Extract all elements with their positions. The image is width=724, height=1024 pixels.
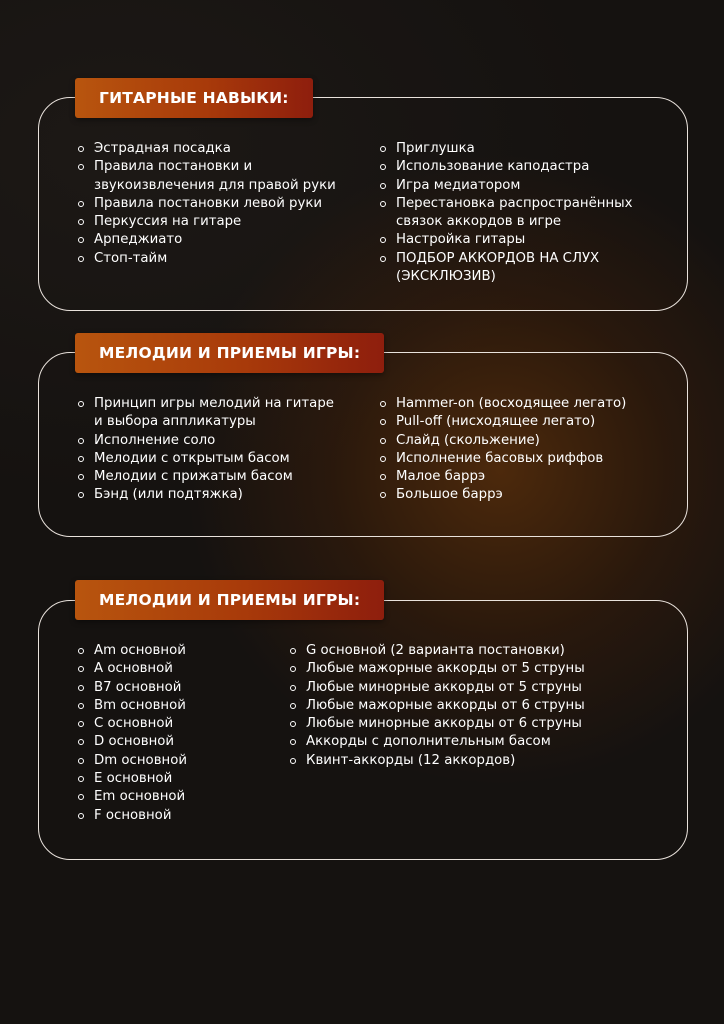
section-title-chords: МЕЛОДИИ И ПРИЕМЫ ИГРЫ: xyxy=(75,580,384,620)
circle-bullet-icon xyxy=(380,474,386,480)
circle-bullet-icon xyxy=(380,237,386,243)
list-item xyxy=(380,432,626,450)
circle-bullet-icon xyxy=(78,666,84,672)
circle-bullet-icon xyxy=(78,758,84,764)
list-item-text: Использование каподастра xyxy=(396,159,590,175)
list-item xyxy=(380,250,633,287)
circle-bullet-icon xyxy=(78,438,84,444)
list-item-text: F основной xyxy=(94,807,172,823)
list-item-text: Исполнение басовых риффов xyxy=(396,450,604,466)
list-item xyxy=(78,231,336,249)
list-item xyxy=(78,450,334,468)
list-item-text: Dm основной xyxy=(94,752,188,768)
circle-bullet-icon xyxy=(78,401,84,407)
list-item-text: Настройка гитары xyxy=(396,232,526,248)
list-item-text: Аккорды с дополнительным басом xyxy=(306,734,551,750)
list-item-text: Pull-off (нисходящее легато) xyxy=(396,414,596,430)
list-item-text: Любые минорные аккорды от 5 струны xyxy=(306,679,582,695)
list-item-text: Слайд (скольжение) xyxy=(396,432,540,448)
list-item xyxy=(380,486,626,504)
guitar-skills-left-list xyxy=(78,140,336,268)
list-item xyxy=(380,140,633,158)
circle-bullet-icon xyxy=(78,739,84,745)
list-item-text: Мелодии с прижатым басом xyxy=(94,469,293,485)
list-item-text: Hammer-on (восходящее легато) xyxy=(396,396,627,411)
list-item-text: E основной xyxy=(94,771,173,787)
list-item xyxy=(78,770,187,788)
circle-bullet-icon xyxy=(78,164,84,170)
list-item xyxy=(78,250,336,268)
list-item xyxy=(78,195,336,213)
circle-bullet-icon xyxy=(380,438,386,444)
list-item-text: G основной (2 варианта постановки) xyxy=(306,643,565,658)
circle-bullet-icon xyxy=(78,794,84,800)
circle-bullet-icon xyxy=(290,739,296,745)
list-item xyxy=(380,177,633,195)
list-item-text: Исполнение соло xyxy=(94,432,216,448)
list-item-text: Правила постановки и звукоизвлечения для правой руки xyxy=(94,159,336,193)
list-item-text: Мелодии с открытым басом xyxy=(94,450,290,466)
list-item xyxy=(290,697,585,715)
circle-bullet-icon xyxy=(78,219,84,225)
list-item xyxy=(78,213,336,231)
list-item xyxy=(78,697,187,715)
list-item xyxy=(78,486,334,504)
list-item xyxy=(380,468,626,486)
list-item xyxy=(78,432,334,450)
circle-bullet-icon xyxy=(78,648,84,654)
circle-bullet-icon xyxy=(380,256,386,262)
list-item-text: Приглушка xyxy=(396,141,475,156)
list-item-text: Большое баррэ xyxy=(396,487,503,503)
list-item xyxy=(78,715,187,733)
list-item xyxy=(78,140,336,158)
circle-bullet-icon xyxy=(78,256,84,262)
list-item xyxy=(78,679,187,697)
guitar-skills-right-list xyxy=(380,140,633,286)
chords-left-list xyxy=(78,642,187,825)
list-item xyxy=(290,715,585,733)
chords-right-list xyxy=(290,642,585,770)
list-item xyxy=(78,395,334,432)
list-item-text: Арпеджиато xyxy=(94,232,183,248)
circle-bullet-icon xyxy=(78,703,84,709)
list-item-text: C основной xyxy=(94,716,174,732)
circle-bullet-icon xyxy=(380,492,386,498)
list-item-text: Правила постановки левой руки xyxy=(94,195,323,211)
circle-bullet-icon xyxy=(380,419,386,425)
list-item-text: Em основной xyxy=(94,789,186,805)
list-item xyxy=(78,642,187,660)
circle-bullet-icon xyxy=(380,146,386,152)
melodies-left-list xyxy=(78,395,334,505)
list-item-text: Bm основной xyxy=(94,697,186,713)
circle-bullet-icon xyxy=(290,758,296,764)
list-item xyxy=(380,450,626,468)
section-title-melodies: МЕЛОДИИ И ПРИЕМЫ ИГРЫ: xyxy=(75,333,384,373)
circle-bullet-icon xyxy=(78,456,84,462)
circle-bullet-icon xyxy=(380,183,386,189)
circle-bullet-icon xyxy=(78,721,84,727)
list-item-text: D основной xyxy=(94,734,175,750)
list-item xyxy=(290,642,585,660)
circle-bullet-icon xyxy=(290,648,296,654)
list-item xyxy=(78,788,187,806)
list-item-text: Любые мажорные аккорды от 6 струны xyxy=(306,697,585,713)
circle-bullet-icon xyxy=(78,146,84,152)
list-item-text: Игра медиатором xyxy=(396,177,521,193)
list-item xyxy=(78,752,187,770)
section-title-guitar-skills: ГИТАРНЫЕ НАВЫКИ: xyxy=(75,78,313,118)
circle-bullet-icon xyxy=(78,474,84,480)
list-item-text: ПОДБОР АККОРДОВ НА СЛУХ (ЭКСКЛЮЗИВ) xyxy=(396,250,600,285)
circle-bullet-icon xyxy=(380,456,386,462)
list-item-text: Стоп-тайм xyxy=(94,250,168,266)
list-item-text: Квинт-аккорды (12 аккордов) xyxy=(306,752,516,768)
list-item xyxy=(290,679,585,697)
circle-bullet-icon xyxy=(290,685,296,691)
list-item xyxy=(290,733,585,751)
list-item xyxy=(78,660,187,678)
circle-bullet-icon xyxy=(290,666,296,672)
circle-bullet-icon xyxy=(380,201,386,207)
circle-bullet-icon xyxy=(78,237,84,243)
list-item xyxy=(78,733,187,751)
list-item xyxy=(78,807,187,825)
list-item xyxy=(380,231,633,249)
list-item xyxy=(78,158,336,195)
list-item-text: Любые минорные аккорды от 6 струны xyxy=(306,716,582,732)
circle-bullet-icon xyxy=(78,685,84,691)
list-item-text: Любые мажорные аккорды от 5 струны xyxy=(306,661,585,677)
circle-bullet-icon xyxy=(78,201,84,207)
circle-bullet-icon xyxy=(380,401,386,407)
list-item-text: Эстрадная посадка xyxy=(94,141,231,156)
melodies-right-list xyxy=(380,395,626,505)
list-item-text: Принцип игры мелодий на гитаре и выбора аппликатуры xyxy=(94,396,334,430)
list-item-text: Малое баррэ xyxy=(396,469,486,485)
circle-bullet-icon xyxy=(290,721,296,727)
list-item xyxy=(380,395,626,413)
circle-bullet-icon xyxy=(78,492,84,498)
list-item-text: A основной xyxy=(94,661,173,677)
circle-bullet-icon xyxy=(290,703,296,709)
list-item xyxy=(380,195,633,232)
circle-bullet-icon xyxy=(78,813,84,819)
list-item xyxy=(290,660,585,678)
list-item-text: Перестановка распространённых связок аккордов в игре xyxy=(396,195,633,230)
list-item xyxy=(78,468,334,486)
list-item-text: Am основной xyxy=(94,643,186,658)
list-item xyxy=(380,158,633,176)
list-item xyxy=(290,752,585,770)
circle-bullet-icon xyxy=(78,776,84,782)
circle-bullet-icon xyxy=(380,164,386,170)
list-item-text: Бэнд (или подтяжка) xyxy=(94,487,243,503)
list-item-text: B7 основной xyxy=(94,679,182,695)
list-item-text: Перкуссия на гитаре xyxy=(94,214,242,230)
list-item xyxy=(380,413,626,431)
